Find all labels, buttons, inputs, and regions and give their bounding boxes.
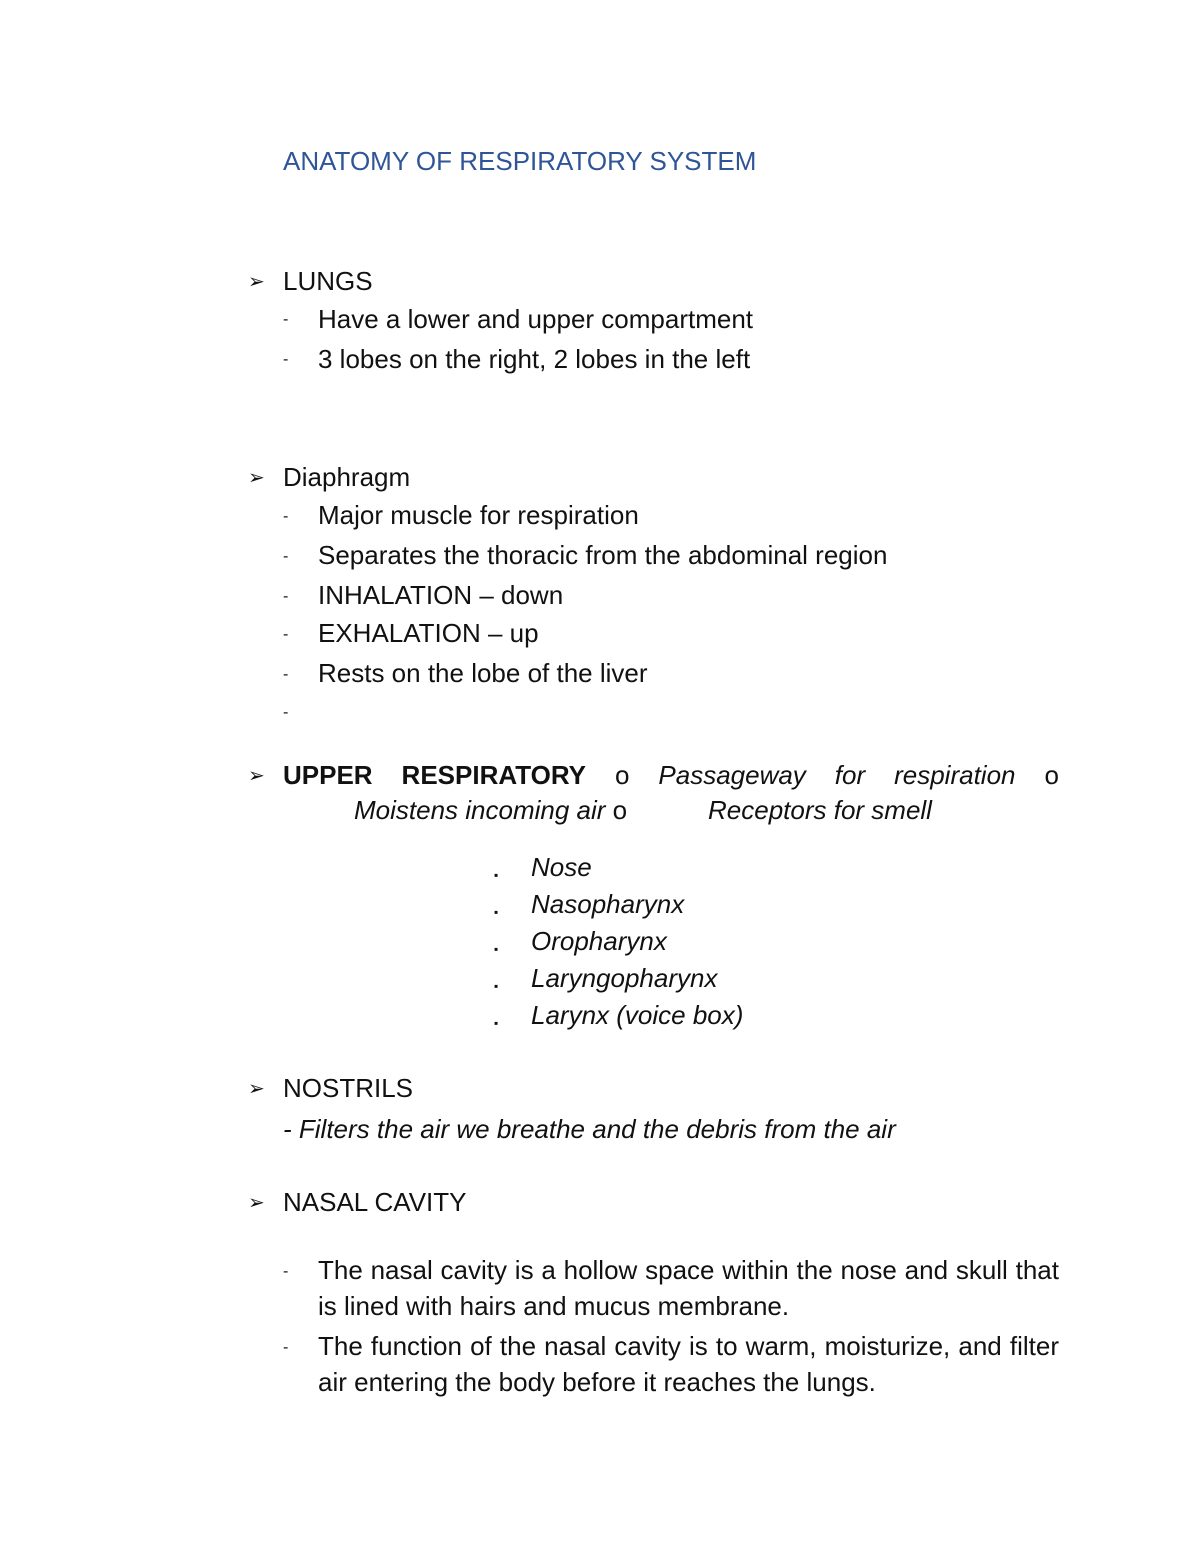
- upper-item-word: for: [834, 760, 866, 790]
- square-bullet-icon: ▪: [494, 942, 499, 956]
- section-heading-diaphragm: Diaphragm: [283, 462, 411, 492]
- arrowhead-bullet-icon: ➢: [248, 765, 265, 787]
- list-item: Major muscle for respiration: [318, 500, 639, 530]
- square-bullet-icon: ▪: [494, 868, 499, 882]
- list-item: EXHALATION – up: [318, 618, 539, 648]
- list-item: Separates the thoracic from the abdominal region: [318, 540, 888, 570]
- section-heading-nasal-cavity: NASAL CAVITY: [283, 1187, 467, 1217]
- sub-list-item: Nasopharynx: [531, 889, 685, 919]
- dash-bullet-icon: -: [283, 548, 289, 565]
- circle-bullet: o: [612, 795, 628, 825]
- dash-bullet-icon: -: [283, 1339, 289, 1356]
- sub-list-item: Oropharynx: [531, 926, 667, 956]
- arrowhead-bullet-icon: ➢: [248, 1192, 265, 1214]
- dash-bullet-icon: -: [283, 311, 289, 328]
- list-item: Have a lower and upper compartment: [318, 304, 754, 334]
- dash-bullet-icon: -: [283, 704, 289, 721]
- upper-item: Moistens incoming air: [354, 795, 606, 825]
- page-title: ANATOMY OF RESPIRATORY SYSTEM: [283, 146, 757, 176]
- circle-bullet: o: [614, 760, 630, 790]
- list-item: Rests on the lobe of the liver: [318, 658, 648, 688]
- list-item: The nasal cavity is a hollow space within the nose and skull that is lined with hairs and mucus membrane.: [318, 1255, 1059, 1321]
- circle-bullet: o: [1044, 760, 1059, 790]
- section-heading-upper-respiratory: UPPER RESPIRATORY: [283, 760, 586, 790]
- nostrils-description: - Filters the air we breathe and the debris from the air: [283, 1114, 896, 1144]
- upper-item-word: respiration: [894, 760, 1016, 790]
- sub-list-item: Larynx (voice box): [531, 1000, 744, 1030]
- dash-bullet-icon: -: [283, 351, 289, 368]
- list-item: The function of the nasal cavity is to warm, moisturize, and filter air entering the body before it reaches the lungs.: [318, 1331, 1059, 1397]
- upper-item: Receptors for smell: [708, 795, 932, 825]
- arrowhead-bullet-icon: ➢: [248, 1078, 265, 1100]
- upper-item-word: Passageway: [658, 760, 806, 790]
- dash-bullet-icon: -: [283, 626, 289, 643]
- dash-bullet-icon: -: [283, 588, 289, 605]
- square-bullet-icon: ▪: [494, 1016, 499, 1030]
- arrowhead-bullet-icon: ➢: [248, 271, 265, 293]
- dash-bullet-icon: -: [283, 666, 289, 683]
- upper-respiratory-line-2: [354, 795, 627, 826]
- sub-list-item: Laryngopharynx: [531, 963, 718, 993]
- arrowhead-bullet-icon: ➢: [248, 467, 265, 489]
- upper-respiratory-line-1: [283, 760, 1059, 791]
- dash-bullet-icon: -: [283, 508, 289, 525]
- list-item: 3 lobes on the right, 2 lobes in the left: [318, 344, 751, 374]
- section-heading-lungs: LUNGS: [283, 266, 373, 296]
- dash-bullet-icon: -: [283, 1263, 289, 1280]
- sub-list-item: Nose: [531, 852, 592, 882]
- list-item: INHALATION – down: [318, 580, 564, 610]
- section-heading-nostrils: NOSTRILS: [283, 1073, 414, 1103]
- square-bullet-icon: ▪: [494, 979, 499, 993]
- square-bullet-icon: ▪: [494, 905, 499, 919]
